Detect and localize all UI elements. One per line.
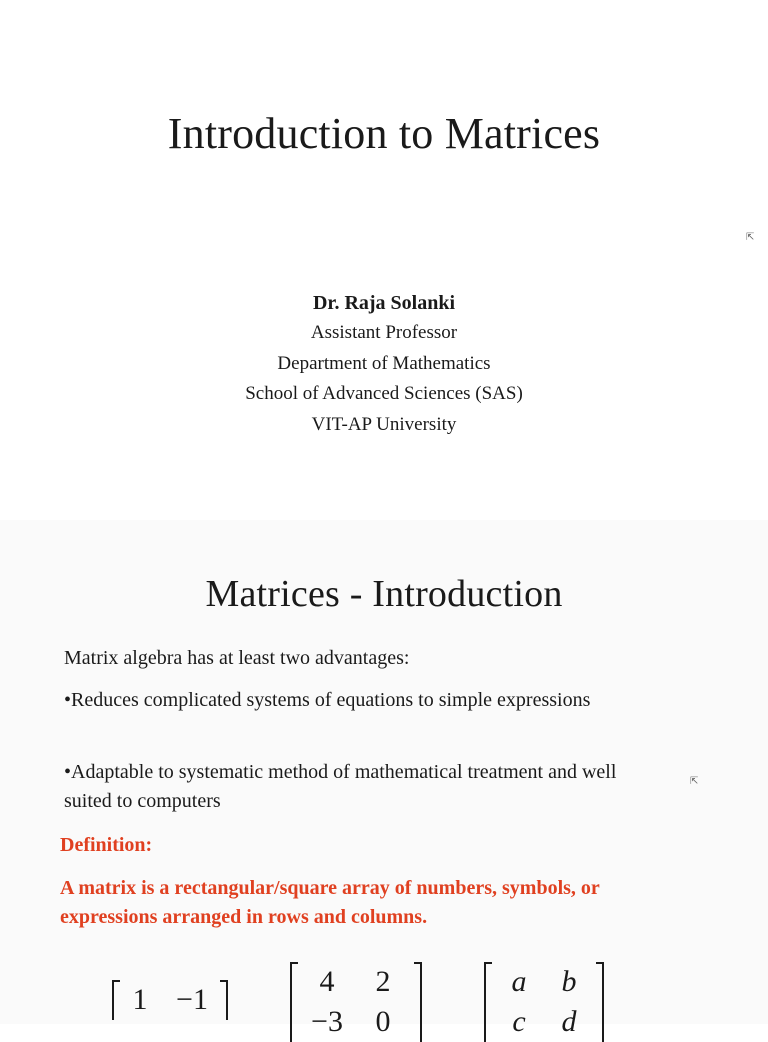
author-school: School of Advanced Sciences (SAS)	[245, 383, 523, 404]
matrix-example-row	[112, 980, 228, 1020]
matrix-cell: −3	[311, 1005, 343, 1038]
slide-matrices-introduction	[0, 520, 768, 1038]
matrix-example-numeric	[290, 962, 422, 1042]
definition-label: Definition:	[60, 834, 153, 856]
matrix-cell: 1	[132, 983, 148, 1016]
matrix-cell: 2	[375, 965, 391, 998]
definition-text: A matrix is a rectangular/square array of numbers, symbols, or expressions arranged in rows and columns.	[60, 877, 600, 928]
matrix-cell: d	[561, 1005, 577, 1038]
mouse-pointer-icon: ⇱	[746, 232, 755, 243]
matrix-cell: 4	[319, 965, 335, 998]
author-position: Assistant Professor	[310, 322, 458, 343]
author-block	[0, 288, 768, 440]
author-name: Dr. Raja Solanki	[312, 292, 456, 314]
author-department: Department of Mathematics	[277, 352, 491, 374]
bullet-item: •Adaptable to systematic method of mathematical treatment and well suited to computers	[64, 761, 617, 812]
matrix-cell: a	[511, 965, 527, 998]
matrix-example-symbolic	[484, 962, 604, 1042]
slide-title	[0, 0, 768, 520]
matrix-cell: b	[561, 965, 577, 998]
slide-title-heading: Introduction to Matrices	[167, 109, 601, 158]
bullet-item: •Reduces complicated systems of equations to simple expressions	[64, 689, 591, 711]
slide-heading: Matrices - Introduction	[205, 573, 563, 615]
matrix-cell: c	[512, 1005, 526, 1038]
intro-text: Matrix algebra has at least two advantages:	[64, 647, 410, 669]
matrix-cell: −1	[176, 983, 208, 1016]
author-university: VIT-AP University	[311, 413, 457, 435]
matrix-cell: 0	[375, 1005, 391, 1038]
mouse-pointer-icon: ⇱	[690, 776, 699, 787]
